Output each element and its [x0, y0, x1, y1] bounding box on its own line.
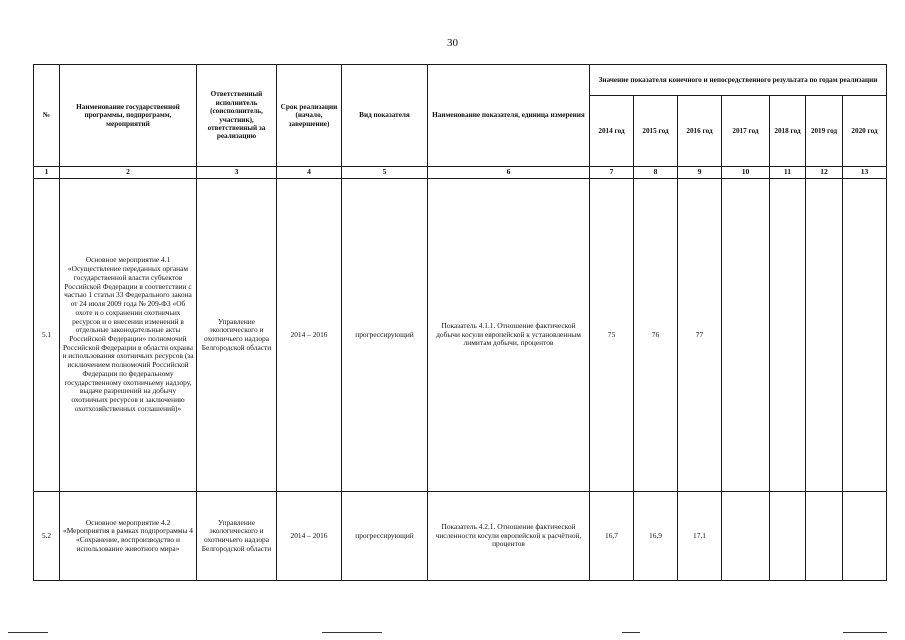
column-number: 3: [197, 167, 277, 179]
column-number: 6: [428, 167, 590, 179]
column-number: 12: [806, 167, 843, 179]
implementation-term: 2014 – 2016: [277, 492, 342, 581]
value-cell: [843, 179, 887, 492]
value-cell: 76: [634, 179, 678, 492]
measure-name: Основное мероприятие 4.1 «Осуществление переданных органам государственной власти субъектов Российской Федерации в соответствии с частью 1 статьи 33 Федерального закона от 24 июля 2009 года № 209-ФЗ «Об охоте и о сохранении охотничьих ресурсов и о внесении изменений в отдельные законодательные акты Российской Федерации» полномочий Российской Федерации в области охраны и использования охотничьих ресурсов (за исключением полномочий Российской Федерации по федеральному государственному охотничьему надзору, выдаче разрешений на добычу охотничьих ресурсов и заключению охотхозяйственных соглашений)»: [60, 179, 197, 492]
value-cell: [806, 492, 843, 581]
header-values-group: Значение показателя конечного и непосредственного результата по годам реализации: [590, 65, 887, 96]
header-term: Срок реализации (начало, завершение): [277, 65, 342, 167]
column-number: 8: [634, 167, 678, 179]
value-cell: [806, 179, 843, 492]
indicator-table: [33, 64, 887, 581]
indicator-type: прогрессирующий: [342, 179, 428, 492]
column-number: 1: [34, 167, 60, 179]
header-year: 2018 год: [770, 96, 806, 167]
value-cell: 16,9: [634, 492, 678, 581]
header-number: №: [34, 65, 60, 167]
table-row: [34, 492, 887, 581]
value-cell: [770, 179, 806, 492]
header-name: Наименование государственной программы, подпрограмм, мероприятий: [60, 65, 197, 167]
column-number: 4: [277, 167, 342, 179]
table-row: [34, 179, 887, 492]
header-year: 2020 год: [843, 96, 887, 167]
indicator-type: прогрессирующий: [342, 492, 428, 581]
column-number: 9: [678, 167, 722, 179]
row-number: 5.1: [34, 179, 60, 492]
header-indicator-name: Наименование показателя, единица измерения: [428, 65, 590, 167]
implementation-term: 2014 – 2016: [277, 179, 342, 492]
value-cell: 75: [590, 179, 634, 492]
indicator-name: Показатель 4.1.1. Отношение фактической добычи косули европейской к установленным лимитам добычи, процентов: [428, 179, 590, 492]
header-year: 2019 год: [806, 96, 843, 167]
page-edge-mark: [8, 632, 48, 633]
column-number-row: [34, 167, 887, 179]
value-cell: [722, 179, 770, 492]
column-number: 7: [590, 167, 634, 179]
column-number: 11: [770, 167, 806, 179]
column-number: 13: [843, 167, 887, 179]
value-cell: [843, 492, 887, 581]
indicator-name: Показатель 4.2.1. Отношение фактической численности косули европейской к расчётной, процентов: [428, 492, 590, 581]
value-cell: [722, 492, 770, 581]
value-cell: 16,7: [590, 492, 634, 581]
value-cell: 17,1: [678, 492, 722, 581]
column-number: 5: [342, 167, 428, 179]
header-year: 2017 год: [722, 96, 770, 167]
row-number: 5.2: [34, 492, 60, 581]
value-cell: 77: [678, 179, 722, 492]
header-responsible: Ответственный исполнитель (соисполнитель, участник), ответственный за реализацию: [197, 65, 277, 167]
page-edge-mark: [843, 632, 887, 633]
page-edge-mark: [322, 632, 382, 633]
column-number: 2: [60, 167, 197, 179]
column-number: 10: [722, 167, 770, 179]
header-indicator-type: Вид показателя: [342, 65, 428, 167]
page-edge-mark: [622, 632, 640, 633]
value-cell: [770, 492, 806, 581]
page-number: 30: [447, 37, 458, 49]
responsible-executor: Управление экологического и охотничьего надзора Белгородской области: [197, 492, 277, 581]
header-year: 2014 год: [590, 96, 634, 167]
measure-name: Основное мероприятие 4.2 «Мероприятия в рамках подпрограммы 4 «Сохранение, воспроизводство и использование животного мира»: [60, 492, 197, 581]
header-row-top: [34, 65, 887, 96]
header-year: 2016 год: [678, 96, 722, 167]
header-year: 2015 год: [634, 96, 678, 167]
responsible-executor: Управление экологического и охотничьего надзора Белгородской области: [197, 179, 277, 492]
